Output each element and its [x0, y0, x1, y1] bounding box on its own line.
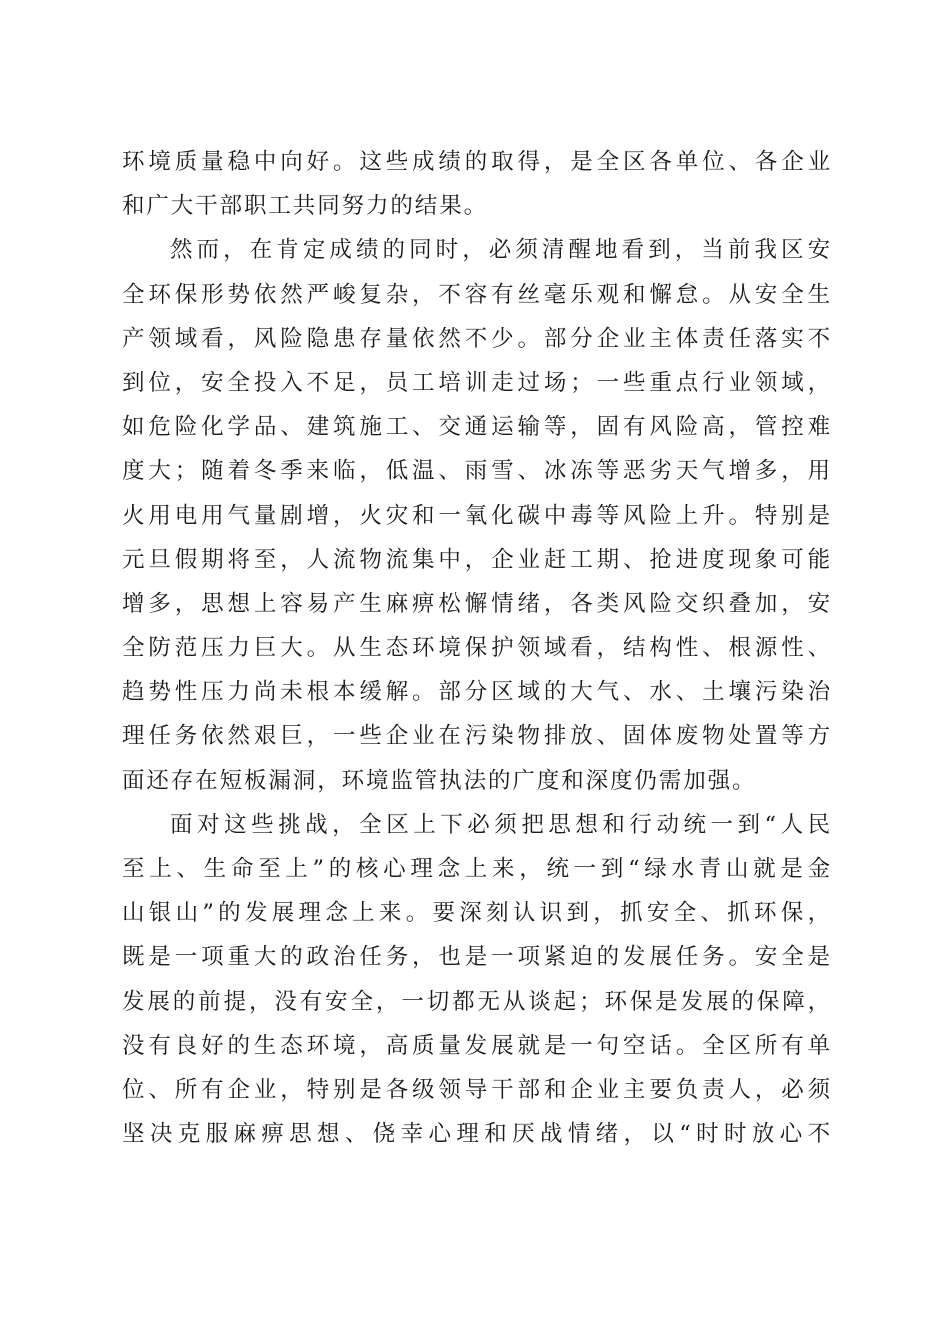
text-line: 全防范压力巨大。从生态环境保护领域看，结构性、根源性、 [122, 635, 832, 662]
text-line: 产领域看，风险隐患存量依然不少。部分企业主体责任落实不 [122, 325, 832, 352]
text-line: 面还存在短板漏洞，环境监管执法的广度和深度仍需加强。 [122, 767, 757, 794]
text-line: 和广大干部职工共同努力的结果。 [122, 193, 489, 220]
text-line: 至上、生命至上”的核心理念上来，统一到“绿水青山就是金 [122, 856, 832, 882]
text-line: 既是一项重大的政治任务，也是一项紧迫的发展任务。安全是 [122, 944, 832, 971]
text-line: 度大；随着冬季来临，低温、雨雪、冰冻等恶劣天气增多，用 [122, 458, 832, 485]
text-line: 火用电用气量剧增，火灾和一氧化碳中毒等风险上升。特别是 [122, 502, 832, 529]
text-line: 面对这些挑战，全区上下必须把思想和行动统一到“人民 [170, 811, 832, 838]
text-line: 山银山”的发展理念上来。要深刻认识到，抓安全、抓环保， [122, 900, 832, 927]
text-line: 理任务依然艰巨，一些企业在污染物排放、固体废物处置等方 [122, 723, 832, 750]
text-line: 位、所有企业，特别是各级领导干部和企业主要负责人，必须 [122, 1076, 832, 1103]
text-line: 元旦假期将至，人流物流集中，企业赶工期、抢进度现象可能 [122, 546, 832, 573]
text-line: 坚决克服麻痹思想、侥幸心理和厌战情绪，以“时时放心不 [122, 1121, 832, 1148]
text-line: 没有良好的生态环境，高质量发展就是一句空话。全区所有单 [122, 1032, 832, 1059]
text-line: 全环保形势依然严峻复杂，不容有丝毫乐观和懈怠。从安全生 [122, 281, 832, 308]
text-line: 然而，在肯定成绩的同时，必须清醒地看到，当前我区安 [170, 237, 832, 264]
text-line: 趋势性压力尚未根本缓解。部分区域的大气、水、土壤污染治 [122, 679, 832, 706]
text-line: 到位，安全投入不足，员工培训走过场；一些重点行业领域， [122, 369, 832, 396]
text-line: 环境质量稳中向好。这些成绩的取得，是全区各单位、各企业 [122, 149, 832, 175]
text-line: 发展的前提，没有安全，一切都无从谈起；环保是发展的保障， [122, 988, 832, 1015]
text-line: 如危险化学品、建筑施工、交通运输等，固有风险高，管控难 [122, 414, 832, 441]
document-body-text [122, 140, 832, 1156]
text-line: 增多，思想上容易产生麻痹松懈情绪，各类风险交织叠加，安 [122, 590, 832, 617]
